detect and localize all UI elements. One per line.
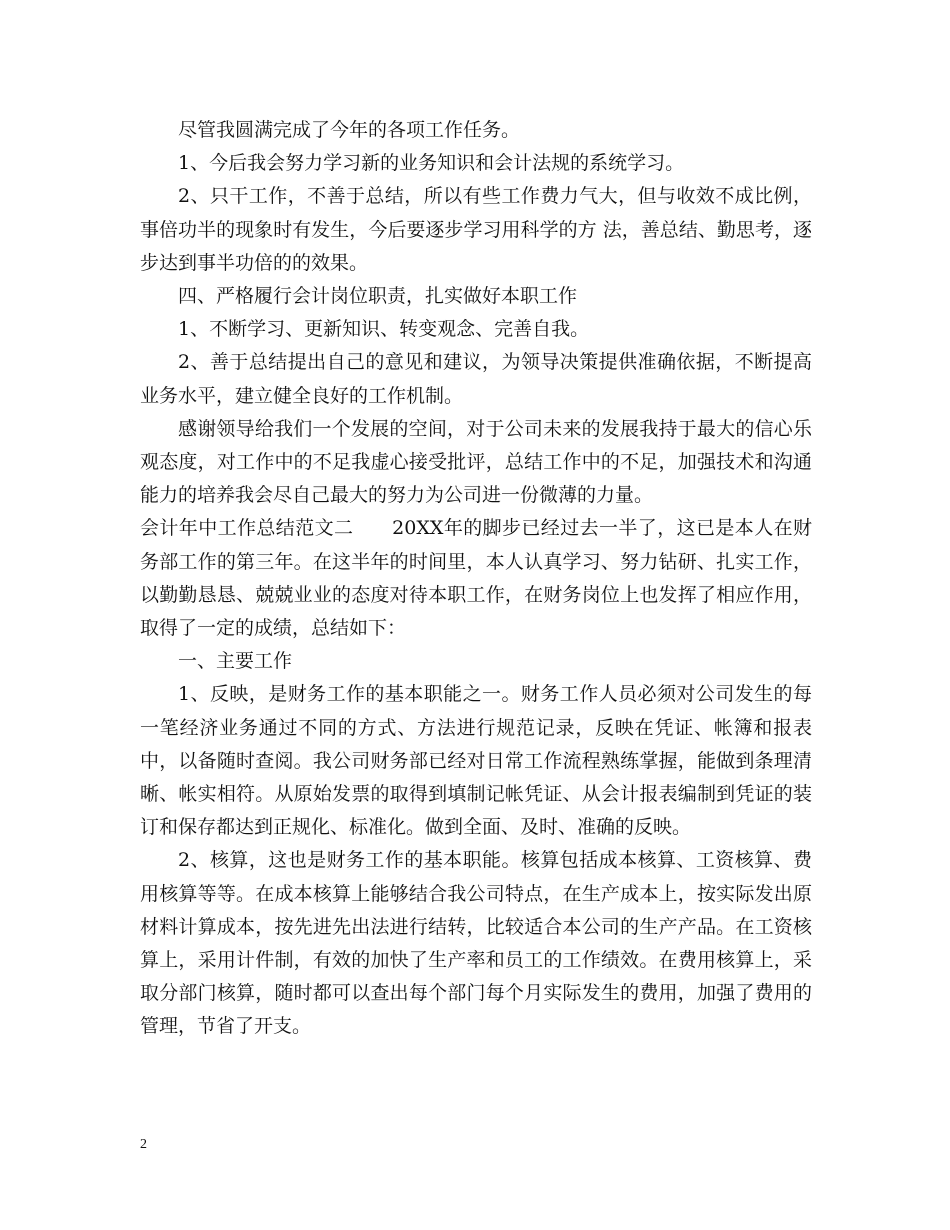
document-body — [140, 114, 812, 1044]
paragraph-11: 2、核算，这也是财务工作的基本职能。核算包括成本核算、工资核算、费用核算等等。在成本核算上能够结合我公司特点，在生产成本上，按实际发出原材料计算成本，按先进先出法进行结转，比较适合本公司的生产产品。在工资核算上，采用计件制，有效的加快了生产率和员工的工作绩效。在费用核算上，采取分部门核算，随时都可以查出每个部门每个月实际发生的费用，加强了费用的管理，节省了开支。 — [140, 849, 812, 1038]
paragraph-6: 2、善于总结提出自己的意见和建议，为领导决策提供准确依据，不断提高业务水平，建立健全良好的工作机制。 — [140, 351, 812, 407]
paragraph-3: 2、只干工作，不善于总结，所以有些工作费力气大，但与收效不成比例，事倍功半的现象时有发生，今后要逐步学习用科学的方 法，善总结、勤思考，逐步达到事半功倍的的效果。 — [140, 185, 812, 274]
paragraph-2: 1、今后我会努力学习新的业务知识和会计法规的系统学习。 — [178, 152, 685, 175]
paragraph-8-title-start: 会计年中工作总结范文二 20XX年的脚步已经过去一半了，这已是本人在财务部工作的第三年。在这半年的时间里，本人认真学习、努力钻研、扎实工作，以勤勤恳恳、兢兢业业的态度对待本职工作，在财务岗位上也发挥了相应作用，取得了一定的成绩，总结如下： — [140, 517, 812, 640]
paragraph-10: 1、反映，是财务工作的基本职能之一。财务工作人员必须对公司发生的每一笔经济业务通过不同的方式、方法进行规范记录，反映在凭证、帐簿和报表中，以备随时查阅。我公司财务部已经对日常工作流程熟练掌握，能做到条理清晰、帐实相符。从原始发票的取得到填制记帐凭证、从会计报表编制到凭证的装订和保存都达到正规化、标准化。做到全面、及时、准确的反映。 — [140, 683, 812, 839]
paragraph-7: 感谢领导给我们一个发展的空间，对于公司未来的发展我持于最大的信心乐观态度，对工作中的不足我虚心接受批评，总结工作中的不足，加强技术和沟通能力的培养我会尽自己最大的努力为公司进一份微薄的力量。 — [140, 417, 812, 507]
section-heading-4: 四、严格履行会计岗位职责，扎实做好本职工作 — [178, 285, 578, 308]
page-number: 2 — [140, 1137, 147, 1152]
paragraph-5: 1、不断学习、更新知识、转变观念、完善自我。 — [178, 318, 590, 341]
section-heading-main-work: 一、主要工作 — [178, 650, 293, 673]
paragraph-1: 尽管我圆满完成了今年的各项工作任务。 — [178, 119, 521, 141]
